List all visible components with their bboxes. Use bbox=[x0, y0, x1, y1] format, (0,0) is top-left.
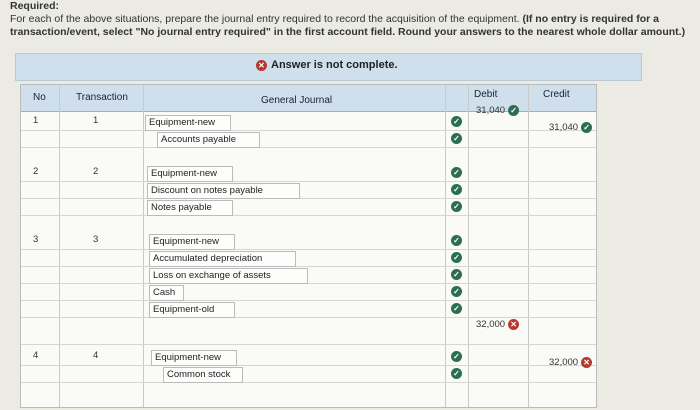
transaction-number: 2 bbox=[93, 166, 99, 177]
account-field[interactable]: Equipment-new bbox=[145, 115, 231, 131]
banner-text: Answer is not complete. bbox=[271, 59, 398, 71]
row-number: 2 bbox=[33, 166, 39, 177]
instructions-bold-text: (If no entry is required for a transaction/event, select "No journal entry required" in the first account field. Round your answers to the nearest whole dollar amount.) bbox=[10, 13, 686, 38]
instructions-text: For each of the above situations, prepare the journal entry required to record the acquisition of the equipment. bbox=[10, 13, 520, 25]
correct-icon: ✓ bbox=[451, 116, 462, 127]
correct-icon: ✓ bbox=[451, 269, 462, 280]
row-divider bbox=[21, 249, 596, 250]
account-field[interactable]: Loss on exchange of assets bbox=[149, 268, 308, 284]
debit-field-value: 31,040 bbox=[476, 105, 506, 116]
credit-field-value: 31,040 bbox=[549, 122, 579, 133]
row-divider bbox=[21, 215, 596, 216]
row-divider bbox=[21, 266, 596, 267]
row-divider bbox=[21, 317, 596, 318]
row-divider bbox=[21, 130, 596, 131]
header-no: No bbox=[33, 92, 46, 103]
account-field[interactable]: Cash bbox=[149, 285, 184, 301]
credit-field[interactable] bbox=[549, 122, 592, 133]
row-divider bbox=[21, 365, 596, 366]
account-field[interactable]: Equipment-new bbox=[151, 350, 237, 366]
row-number: 4 bbox=[33, 349, 39, 361]
account-field[interactable]: Equipment-new bbox=[149, 234, 235, 250]
row-divider bbox=[21, 382, 596, 383]
header-general-journal: General Journal bbox=[261, 95, 333, 106]
row-divider bbox=[21, 344, 596, 345]
correct-icon: ✓ bbox=[508, 105, 519, 116]
header-credit: Credit bbox=[543, 89, 570, 100]
row-divider bbox=[21, 198, 596, 199]
debit-field-value: 32,000 bbox=[476, 319, 506, 331]
account-field[interactable]: Equipment-new bbox=[147, 166, 233, 182]
instructions bbox=[10, 0, 700, 39]
correct-icon: ✓ bbox=[451, 201, 462, 212]
debit-field[interactable] bbox=[476, 105, 519, 116]
correct-icon: ✓ bbox=[451, 303, 462, 314]
correct-icon: ✓ bbox=[451, 351, 462, 362]
incorrect-icon: ✕ bbox=[256, 60, 267, 71]
account-field[interactable]: Accumulated depreciation bbox=[149, 251, 296, 267]
debit-field[interactable] bbox=[476, 319, 519, 330]
correct-icon: ✓ bbox=[451, 167, 462, 178]
correct-icon: ✓ bbox=[581, 122, 592, 133]
row-divider bbox=[21, 181, 596, 182]
account-field[interactable]: Common stock bbox=[163, 367, 243, 383]
row-divider bbox=[21, 147, 596, 148]
row-divider bbox=[21, 300, 596, 301]
credit-field-value: 32,000 bbox=[549, 356, 579, 368]
answer-status-banner bbox=[15, 53, 642, 81]
row-divider bbox=[21, 283, 596, 284]
correct-icon: ✓ bbox=[451, 286, 462, 297]
incorrect-icon: ✕ bbox=[581, 357, 592, 368]
row-number: 3 bbox=[33, 234, 39, 245]
correct-icon: ✓ bbox=[451, 368, 462, 379]
account-field[interactable]: Accounts payable bbox=[157, 132, 260, 148]
correct-icon: ✓ bbox=[451, 252, 462, 263]
header-debit: Debit bbox=[474, 89, 498, 100]
header-transaction: Transaction bbox=[76, 92, 128, 103]
journal-table bbox=[20, 84, 597, 408]
transaction-number: 3 bbox=[93, 234, 99, 245]
correct-icon: ✓ bbox=[451, 235, 462, 246]
transaction-number: 4 bbox=[93, 349, 99, 361]
account-field[interactable]: Equipment-old bbox=[149, 302, 235, 318]
instructions-heading: Required: bbox=[10, 0, 60, 12]
transaction-number: 1 bbox=[93, 115, 99, 126]
row-number: 1 bbox=[33, 115, 39, 126]
correct-icon: ✓ bbox=[451, 184, 462, 195]
credit-field[interactable] bbox=[549, 357, 592, 368]
correct-icon: ✓ bbox=[451, 133, 462, 144]
account-field[interactable]: Discount on notes payable bbox=[147, 183, 300, 199]
incorrect-icon: ✕ bbox=[508, 319, 519, 330]
account-field[interactable]: Notes payable bbox=[147, 200, 233, 216]
